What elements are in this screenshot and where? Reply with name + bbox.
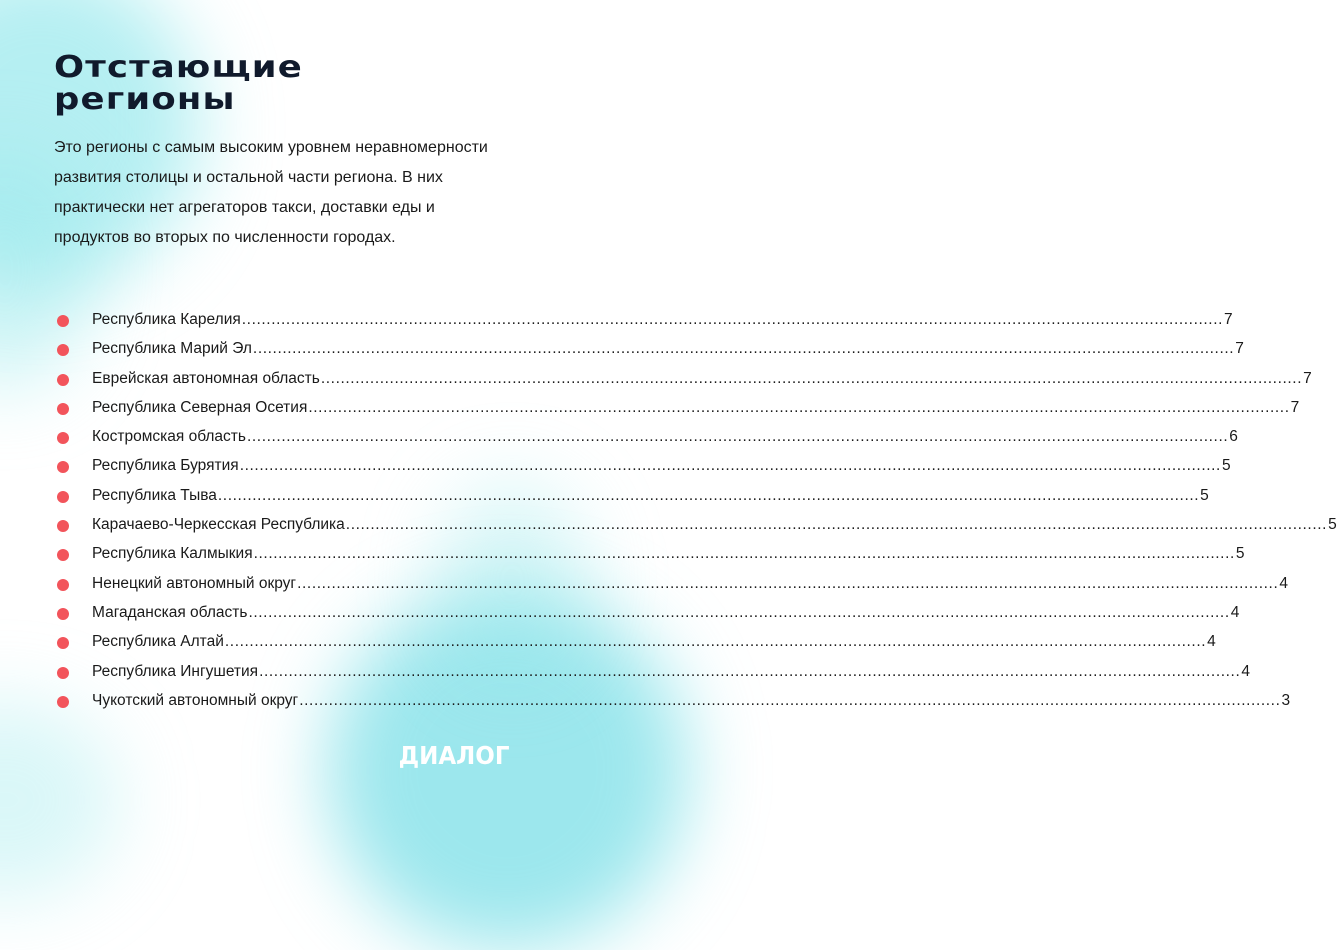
region-value: 4	[1230, 603, 1240, 621]
region-name: Республика Калмыкия	[92, 545, 253, 563]
dot-leader: ........................................................................................................................................................................................................	[224, 633, 1207, 651]
dot-leader: ........................................................................................................................................................................................................	[320, 369, 1303, 387]
bullet-dot-icon	[57, 696, 69, 708]
region-list-item	[57, 452, 1231, 481]
bullet-dot-icon	[57, 637, 69, 649]
bullet-dot-icon	[57, 667, 69, 679]
dot-leader: ........................................................................................................................................................................................................	[246, 428, 1229, 446]
region-list-item	[57, 482, 1209, 511]
region-value: 3	[1281, 691, 1291, 709]
region-value: 4	[1207, 633, 1216, 651]
region-name: Ненецкий автономный округ	[92, 574, 297, 592]
bullet-dot-icon	[57, 374, 69, 386]
bullet-dot-icon	[57, 520, 69, 532]
region-value: 7	[1235, 340, 1244, 358]
dot-leader: ........................................................................................................................................................................................................	[252, 340, 1235, 358]
region-list-item	[57, 511, 1337, 540]
dot-leader: ........................................................................................................................................................................................................	[345, 516, 1328, 534]
region-list-item	[57, 570, 1288, 599]
region-row	[92, 368, 1312, 390]
region-row	[92, 631, 1216, 653]
region-value: 7	[1290, 398, 1300, 416]
region-row	[92, 338, 1244, 360]
dot-leader: ........................................................................................................................................................................................................	[253, 545, 1235, 563]
page-title	[54, 52, 303, 116]
region-row	[92, 309, 1233, 331]
bullet-dot-icon	[57, 491, 69, 503]
bullet-dot-icon	[57, 579, 69, 591]
region-row	[92, 661, 1250, 683]
dot-leader: ........................................................................................................................................................................................................	[297, 574, 1279, 592]
region-row	[92, 690, 1291, 712]
bullet-dot-icon	[57, 315, 69, 327]
region-row	[92, 543, 1245, 565]
region-name: Республика Карелия	[92, 311, 241, 328]
dot-leader: ........................................................................................................................................................................................................	[259, 662, 1241, 680]
region-name: Карачаево-Черкесская Республика	[92, 516, 345, 534]
region-list-item	[57, 306, 1233, 335]
region-name: Еврейская автономная область	[92, 369, 320, 387]
title-line: регионы	[54, 82, 236, 117]
region-value: 4	[1241, 662, 1250, 680]
region-list-item	[57, 658, 1250, 687]
region-value: 4	[1279, 574, 1288, 592]
bullet-dot-icon	[57, 432, 69, 444]
region-list-item	[57, 365, 1312, 394]
region-value: 6	[1229, 428, 1238, 446]
dot-leader: ........................................................................................................................................................................................................	[241, 311, 1224, 328]
bullet-dot-icon	[57, 549, 69, 561]
bullet-dot-icon	[57, 608, 69, 620]
region-row	[92, 397, 1300, 419]
region-name: Республика Бурятия	[92, 457, 239, 475]
region-row	[92, 485, 1209, 507]
region-row	[92, 573, 1288, 595]
region-row	[92, 514, 1337, 536]
dot-leader: ........................................................................................................................................................................................................	[248, 603, 1230, 621]
region-name: Чукотский автономный округ	[92, 691, 299, 709]
dot-leader: ........................................................................................................................................................................................................	[299, 691, 1281, 709]
region-list-item	[57, 540, 1245, 569]
region-row	[92, 602, 1240, 624]
region-name: Республика Северная Осетия	[92, 398, 308, 416]
dot-leader: ........................................................................................................................................................................................................	[217, 486, 1200, 504]
region-name: Республика Алтай	[92, 633, 224, 651]
region-list-item	[57, 687, 1291, 716]
bullet-dot-icon	[57, 403, 69, 415]
region-list-item	[57, 423, 1238, 452]
title-line: Отстающие	[54, 50, 303, 85]
dot-leader: ........................................................................................................................................................................................................	[239, 457, 1221, 475]
region-name: Республика Марий Эл	[92, 340, 252, 358]
dialog-logo: ДИАЛОГ	[398, 741, 509, 770]
region-list	[57, 306, 1337, 716]
intro-paragraph: Это регионы с самым высоким уровнем неравномерности развития столицы и остальной части региона. В них практически нет агрегаторов такси, доставки еды и продуктов во вторых по численности городах.	[54, 139, 488, 246]
region-list-item	[57, 599, 1240, 628]
bullet-dot-icon	[57, 344, 69, 356]
region-name: Республика Ингушетия	[92, 662, 259, 680]
bullet-dot-icon	[57, 461, 69, 473]
region-name: Магаданская область	[92, 603, 248, 621]
region-value: 5	[1221, 457, 1231, 475]
region-name: Костромская область	[92, 428, 246, 446]
region-name: Республика Тыва	[92, 486, 217, 504]
region-value: 5	[1235, 545, 1245, 563]
region-value: 7	[1224, 311, 1233, 328]
dot-leader: ........................................................................................................................................................................................................	[308, 398, 1290, 416]
region-list-item	[57, 628, 1216, 657]
region-row	[92, 426, 1238, 448]
region-list-item	[57, 335, 1244, 364]
region-row	[92, 455, 1231, 477]
region-value: 7	[1303, 369, 1312, 387]
region-value: 5	[1200, 486, 1209, 504]
region-list-item	[57, 394, 1300, 423]
region-value: 5	[1328, 516, 1337, 534]
